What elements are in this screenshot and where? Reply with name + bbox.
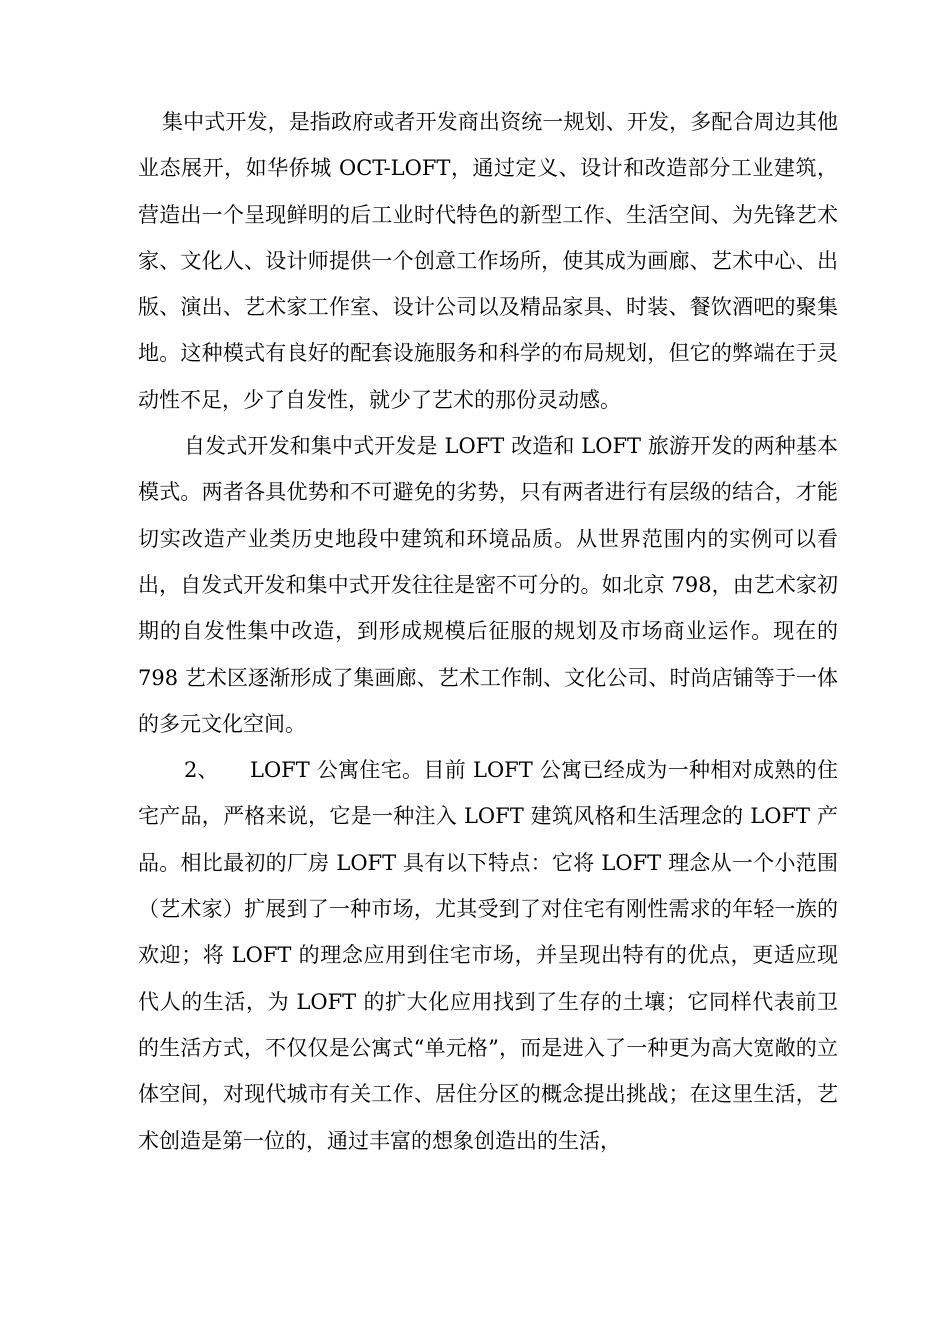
paragraph-centralized-development: 集中式开发，是指政府或者开发商出资统一规划、开发，多配合周边其他业态展开，如华侨城 OCT-LOFT，通过定义、设计和改造部分工业建筑，营造出一个呈现鲜明的后工业时代特色的新型工作、生活空间、为先锋艺术家、文化人、设计师提供一个创意工作场所，使其成为画廊、艺术中心、出版、演出、艺术家工作室、设计公司以及精品家具、时装、餐饮酒吧的聚集地。这种模式有良好的配套设施服务和科学的布局规划，但它的弊端在于灵动性不足，少了自发性，就少了艺术的那份灵动感。 xyxy=(138,110,838,412)
paragraph-loft-apartment xyxy=(138,747,838,1164)
document-body xyxy=(138,99,838,1164)
paragraph-loft-apartment-text: LOFT 公寓住宅。目前 LOFT 公寓已经成为一种相对成熟的住宅产品，严格来说，它是一种注入 LOFT 建筑风格和生活理念的 LOFT 产品。相比最初的厂房 LOFT 具有以下特点：它将 LOFT 理念从一个小范围（艺术家）扩展到了一种市场，尤其受到了对住宅有刚性需求的年轻一族的欢迎；将 LOFT 的理念应用到住宅市场，并呈现出特有的优点，更适应现代人的生活，为 LOFT 的扩大化应用找到了生存的土壤；它同样代表前卫的生活方式，不仅仅是公寓式“单元格”，而是进入了一种更为高大宽敞的立体空间，对现代城市有关工作、居住分区的概念提出挑战；在这里生活，艺术创造是第一位的，通过丰富的想象创造出的生活， xyxy=(138,758,838,1153)
paragraph-development-modes: 自发式开发和集中式开发是 LOFT 改造和 LOFT 旅游开发的两种基本模式。两者各具优势和不可避免的劣势，只有两者进行有层级的结合，才能切实改造产业类历史地段中建筑和环境品质。从世界范围内的实例可以看出，自发式开发和集中式开发往往是密不可分的。如北京 798，由艺术家初期的自发性集中改造，到形成规模后征服的规划及市场商业运作。现在的 798 艺术区逐渐形成了集画廊、艺术工作制、文化公司、时尚店铺等于一体的多元文化空间。 xyxy=(138,434,838,736)
list-number: 2、 xyxy=(184,758,219,783)
